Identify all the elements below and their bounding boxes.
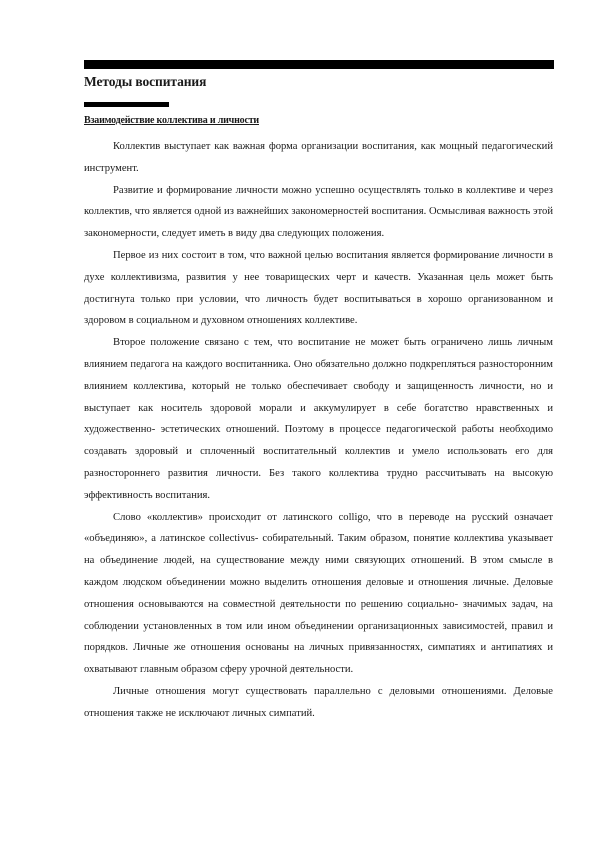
document-body bbox=[84, 136, 553, 725]
paragraph: Коллектив выступает как важная форма организации воспитания, как мощный педагогический инструмент. bbox=[84, 141, 553, 174]
paragraph: Второе положение связано с тем, что воспитание не может быть ограничено лишь личным влиянием педагога на каждого воспитанника. Оно обязательно должно подкрепляться разносторонним влиянием коллектива, который не только обеспечивает свободу и защищенность личности, но и выступает как носитель здоровой морали и аккумулирует в себе богатство нравственных и художественно- эстетических отношений. Поэтому в процессе педагогической работы необходимо создавать здоровый и сплоченный воспитательный коллектив и умело использовать его для разностороннего развития личности. Без такого коллектива трудно рассчитывать на высокую эффективность воспитания. bbox=[84, 337, 553, 501]
section-heading: Взаимодействие коллектива и личности bbox=[84, 115, 259, 126]
top-divider bbox=[84, 60, 554, 69]
paragraph: Развитие и формирование личности можно успешно осуществлять только в коллективе и через коллектив, что является одной из важнейших закономерностей воспитания. Осмысливая важность этой закономерности, следует иметь в виду два следующих положения. bbox=[84, 184, 553, 240]
paragraph: Первое из них состоит в том, что важной целью воспитания является формирование личности в духе коллективизма, развития у нее товарищеских черт и качеств. Указанная цель может быть достигнута только при условии, что личность будет воспитываться в хорошо организованном и здоровом в социальном и духовном отношениях коллективе. bbox=[84, 249, 553, 327]
title-underline bbox=[84, 102, 169, 107]
paragraph: Слово «коллектив» происходит от латинского colligo, что в переводе на русский означает «объединяю», а латинское collectivus- собирательный. Таким образом, понятие коллектива указывает на объединение людей, на существование между ними связующих отношений. В этом смысле в каждом людском объединении можно выделить отношения деловые и отношения личные. Деловые отношения основываются на совместной деятельности по решению социально- значимых задач, на соблюдении установленных в том или ином объединении организационных зависимостей, правил и порядков. Личные же отношения основаны на личных привязанностях, симпатиях и антипатиях и охватывают главным образом сферу урочной деятельности. bbox=[84, 511, 553, 676]
page-title: Методы воспитания bbox=[84, 74, 207, 89]
paragraph: Личные отношения могут существовать параллельно с деловыми отношениями. Деловые отношения также не исключают личных симпатий. bbox=[84, 685, 553, 719]
